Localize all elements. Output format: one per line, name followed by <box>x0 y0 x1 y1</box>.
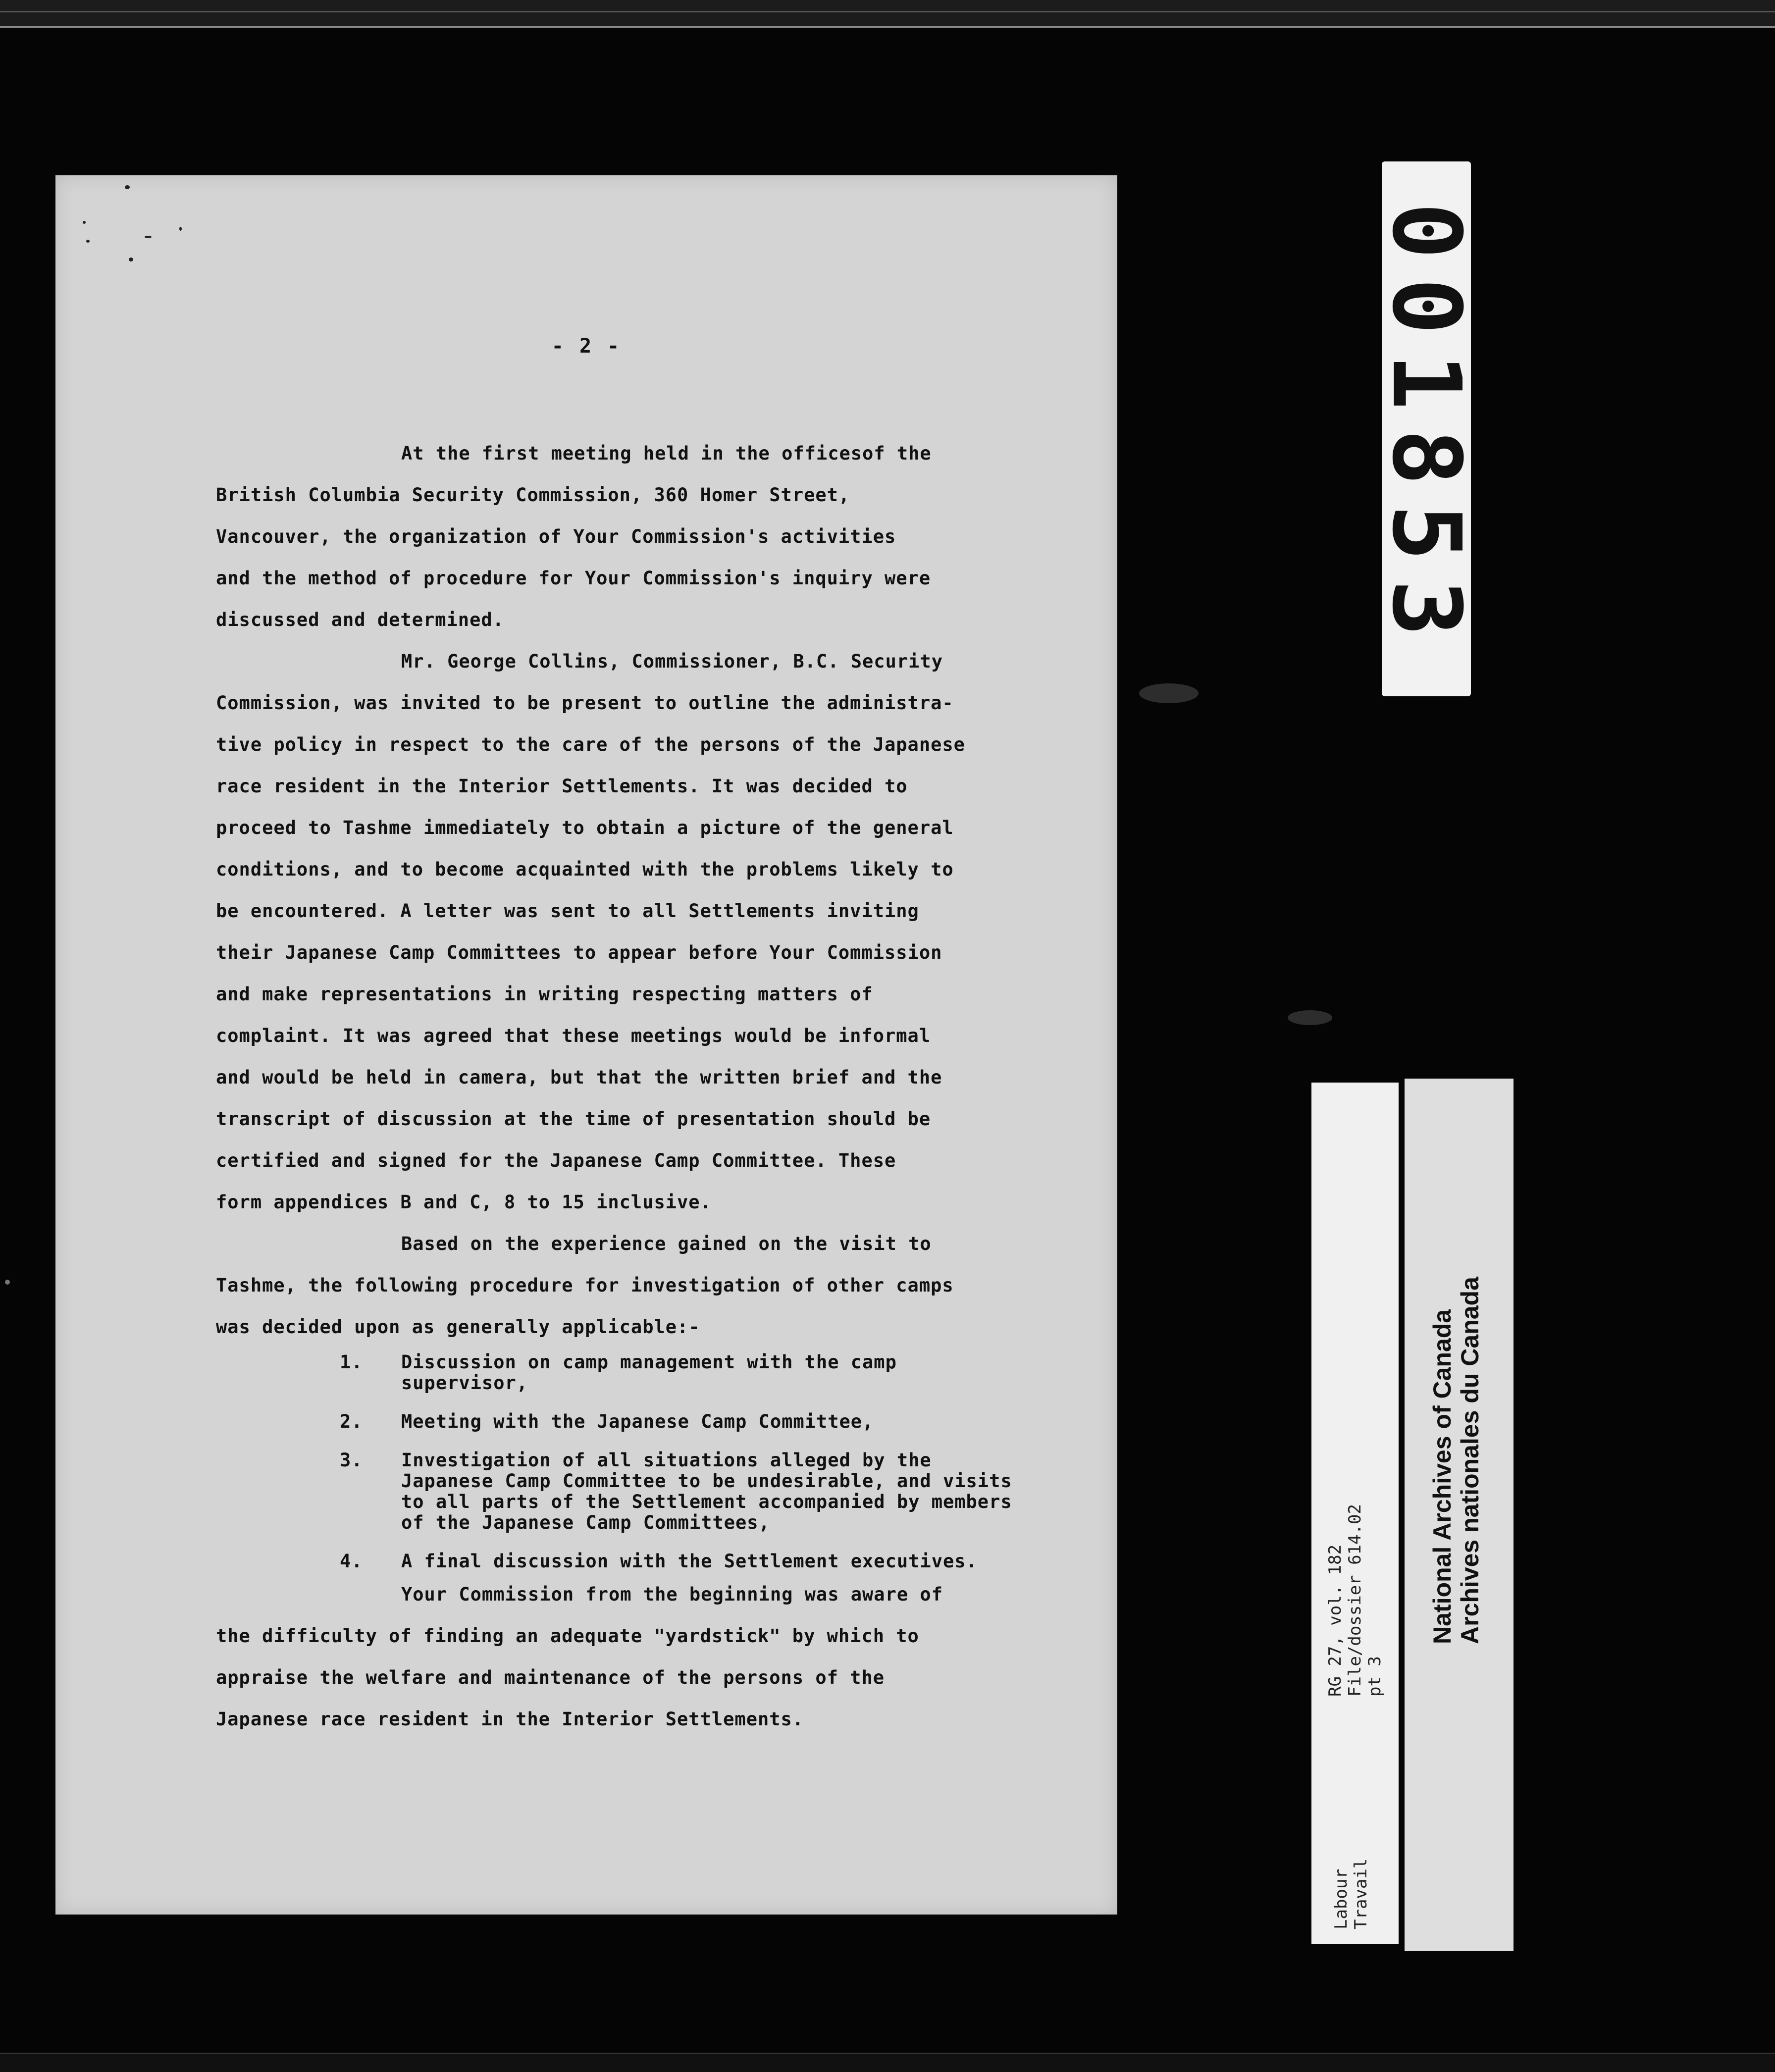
text-line: Commission, was invited to be present to outline the administra- <box>216 692 954 714</box>
text-line: At the first meeting held in the officesof the <box>401 443 932 464</box>
paragraph-collins <box>216 641 1097 1223</box>
text-line: Your Commission from the beginning was aware of <box>401 1584 943 1605</box>
film-edge-top <box>0 0 1775 28</box>
dust-speck <box>129 258 133 261</box>
list-item <box>216 1551 1097 1572</box>
text-line: Based on the experience gained on the visit to <box>401 1233 932 1254</box>
film-blemish <box>1288 1010 1332 1025</box>
text-line: form appendices B and C, 8 to 15 inclusive. <box>216 1191 712 1213</box>
frame-number: 001853 <box>1371 202 1481 656</box>
archives-name-fr: Archives nationales du Canada <box>1456 1277 1484 1644</box>
department-en: Labour <box>1331 1868 1351 1929</box>
film-edge-bottom <box>0 2053 1775 2072</box>
text-line: Vancouver, the organization of Your Commission's activities <box>216 526 896 547</box>
list-number: 4. <box>340 1551 363 1572</box>
list-text: Discussion on camp management with the camp supervisor, <box>401 1351 897 1394</box>
text-line: was decided upon as generally applicable:- <box>216 1316 700 1338</box>
dust-speck <box>125 185 130 189</box>
body-text <box>216 433 1097 1740</box>
text-line: race resident in the Interior Settlements. It was decided to <box>216 776 908 797</box>
archives-name-en: National Archives of Canada <box>1428 1309 1456 1644</box>
film-blemish <box>1139 683 1199 703</box>
text-line: Tashme, the following procedure for investigation of other camps <box>216 1275 954 1296</box>
text-line: appraise the welfare and maintenance of the persons of the <box>216 1667 885 1688</box>
text-line: and would be held in camera, but that the written brief and the <box>216 1067 942 1088</box>
list-text: Meeting with the Japanese Camp Committee, <box>401 1411 874 1432</box>
list-number: 3. <box>340 1450 363 1471</box>
text-line: and make representations in writing respecting matters of <box>216 984 873 1005</box>
paragraph-closing <box>216 1574 1097 1740</box>
page-number: - 2 - <box>551 335 622 358</box>
paragraph-first-meeting <box>216 433 1097 641</box>
dust-speck <box>83 221 86 224</box>
text-line: proceed to Tashme immediately to obtain a picture of the general <box>216 817 954 838</box>
text-line: discussed and determined. <box>216 609 504 630</box>
document-page <box>55 175 1117 1915</box>
text-line: Mr. George Collins, Commissioner, B.C. Security <box>401 651 943 672</box>
frame-number-stamp <box>1371 161 1481 696</box>
dust-speck <box>86 240 90 243</box>
archives-name <box>1428 1277 1484 1644</box>
list-text: Investigation of all situations alleged by the Japanese Camp Committee to be undesirable, and visits to all parts of the Settlement accompanied by members of the Japanese Camp Committees, <box>401 1450 1012 1533</box>
list-item <box>216 1411 1097 1432</box>
text-line: tive policy in respect to the care of the persons of the Japanese <box>216 734 965 755</box>
text-line: be encountered. A letter was sent to all Settlements inviting <box>216 900 919 922</box>
text-line: the difficulty of finding an adequate "yardstick" by which to <box>216 1625 919 1647</box>
list-number: 1. <box>340 1351 363 1373</box>
reference-line: pt 3 <box>1365 1656 1385 1697</box>
list-text: A final discussion with the Settlement executives. <box>401 1551 978 1572</box>
reference-line: RG 27, vol. 182 <box>1325 1544 1345 1697</box>
procedure-list <box>216 1352 1097 1572</box>
dust-speck <box>5 1280 10 1285</box>
text-line: British Columbia Security Commission, 360 Homer Street, <box>216 484 850 506</box>
department-label <box>1331 1859 1371 1929</box>
reference-label <box>1311 1083 1399 1944</box>
reference-line: File/dossier 614.02 <box>1345 1504 1365 1697</box>
text-line: transcript of discussion at the time of presentation should be <box>216 1108 931 1130</box>
list-number: 2. <box>340 1411 363 1432</box>
text-line: complaint. It was agreed that these meetings would be informal <box>216 1025 931 1046</box>
list-item <box>216 1450 1097 1533</box>
text-line: and the method of procedure for Your Commission's inquiry were <box>216 568 931 589</box>
dust-speck <box>179 227 182 231</box>
list-item <box>216 1352 1097 1394</box>
text-line: certified and signed for the Japanese Camp Committee. These <box>216 1150 896 1171</box>
dust-speck <box>145 236 152 238</box>
paragraph-procedure <box>216 1223 1097 1348</box>
archives-label <box>1405 1079 1514 1951</box>
text-line: conditions, and to become acquainted with the problems likely to <box>216 859 954 880</box>
text-line: Japanese race resident in the Interior Settlements. <box>216 1709 804 1730</box>
department-fr: Travail <box>1351 1858 1371 1929</box>
text-line: their Japanese Camp Committees to appear before Your Commission <box>216 942 942 963</box>
reference-lines <box>1325 1504 1385 1697</box>
